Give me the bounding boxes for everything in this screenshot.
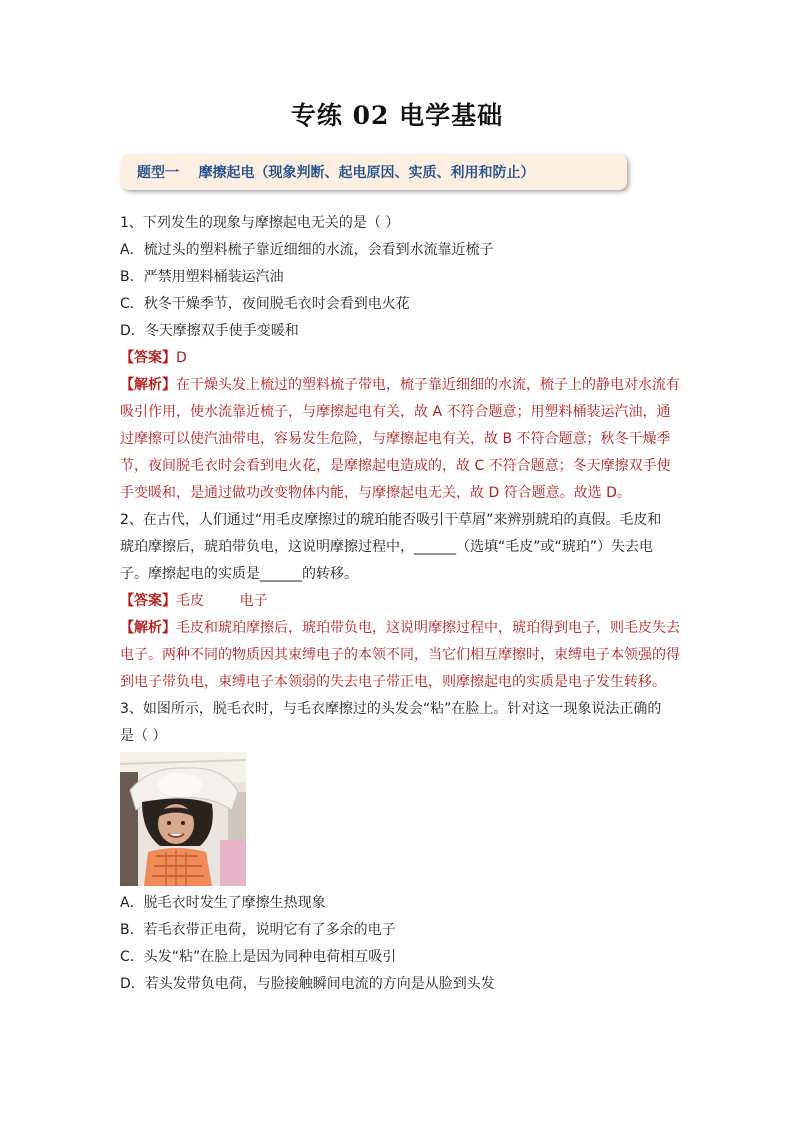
q1-answer	[120, 345, 676, 372]
q1-option-d: D．冬天摩擦双手使手变暖和	[120, 323, 299, 339]
q2-answer-value: 毛皮 电子	[176, 593, 268, 609]
q3-option-c: C．头发“粘”在脸上是因为同种电荷相互吸引	[120, 949, 397, 965]
q2-stem-line: 子。摩擦起电的实质是______的转移。	[120, 566, 358, 582]
q1-analysis-line: 节，夜间脱毛衣时会看到电火花，是摩擦起电造成的，故 C 不符合题意；冬天摩擦双手使	[120, 458, 671, 474]
q1-option-c: C．秋冬干燥季节，夜间脱毛衣时会看到电火花	[120, 296, 410, 312]
q3-stem-line: 3、如图所示，脱毛衣时，与毛衣摩擦过的头发会“粘”在脸上。针对这一现象说法正确的	[120, 701, 662, 717]
q3-stem-line: 是（ ）	[120, 728, 167, 744]
q1-analysis-line: 过摩擦可以使汽油带电，容易发生危险，与摩擦起电有关，故 B 不符合题意；秋冬干燥季	[120, 431, 671, 447]
answer-tag: 【答案】	[120, 350, 176, 366]
q1-option-b: B．严禁用塑料桶装运汽油	[120, 269, 284, 285]
q1-analysis-line: 吸引作用，使水流靠近梳子，与摩擦起电有关，故 A 不符合题意；用塑料桶装运汽油，通	[120, 404, 671, 420]
section-banner	[121, 154, 627, 190]
q1-stem: 1、下列发生的现象与摩擦起电无关的是（ ）	[120, 215, 400, 231]
analysis-tag: 【解析】	[120, 377, 176, 393]
q1-option-a: A．梳过头的塑料梳子靠近细细的水流，会看到水流靠近梳子	[120, 242, 494, 258]
q2-analysis-line: 到电子带负电，束缚电子本领弱的失去电子带正电，则摩擦起电的实质是电子发生转移。	[120, 674, 666, 690]
q2-analysis-text: 毛皮和琥珀摩擦后，琥珀带负电，这说明摩擦过程中，琥珀得到电子，则毛皮失去	[176, 620, 680, 636]
q1-analysis-line	[120, 372, 680, 399]
sweater-photo	[120, 752, 246, 886]
page-title: 专练 02 电学基础	[290, 101, 504, 130]
analysis-tag: 【解析】	[120, 620, 176, 636]
section-title: 题型一 摩擦起电（现象判断、起电原因、实质、利用和防止）	[137, 165, 535, 181]
q2-stem-line: 琥珀摩擦后，琥珀带负电，这说明摩擦过程中，______（选填“毛皮”或“琥珀”）失去电	[120, 539, 654, 555]
q2-answer	[120, 588, 676, 615]
q3-option-a: A．脱毛衣时发生了摩擦生热现象	[120, 895, 326, 911]
answer-tag: 【答案】	[120, 593, 176, 609]
q2-analysis-line: 电子。两种不同的物质因其束缚电子的本领不同，当它们相互摩擦时，束缚电子本领强的得	[120, 647, 680, 663]
q3-option-b: B．若毛衣带正电荷，说明它有了多余的电子	[120, 922, 396, 938]
q1-analysis-text: 在干燥头发上梳过的塑料梳子带电，梳子靠近细细的水流，梳子上的静电对水流有	[176, 377, 680, 393]
q1-answer-value: D	[176, 350, 187, 366]
q3-option-d: D．若头发带负电荷，与脸接触瞬间电流的方向是从脸到头发	[120, 976, 495, 992]
q2-analysis-line	[120, 615, 680, 642]
q1-analysis-line: 手变暖和，是通过做功改变物体内能，与摩擦起电无关，故 D 符合题意。故选 D。	[120, 485, 631, 501]
question-content	[120, 210, 680, 998]
q2-stem-line: 2、在古代，人们通过“用毛皮摩擦过的琥珀能否吸引干草屑”来辨别琥珀的真假。毛皮和	[120, 512, 662, 528]
